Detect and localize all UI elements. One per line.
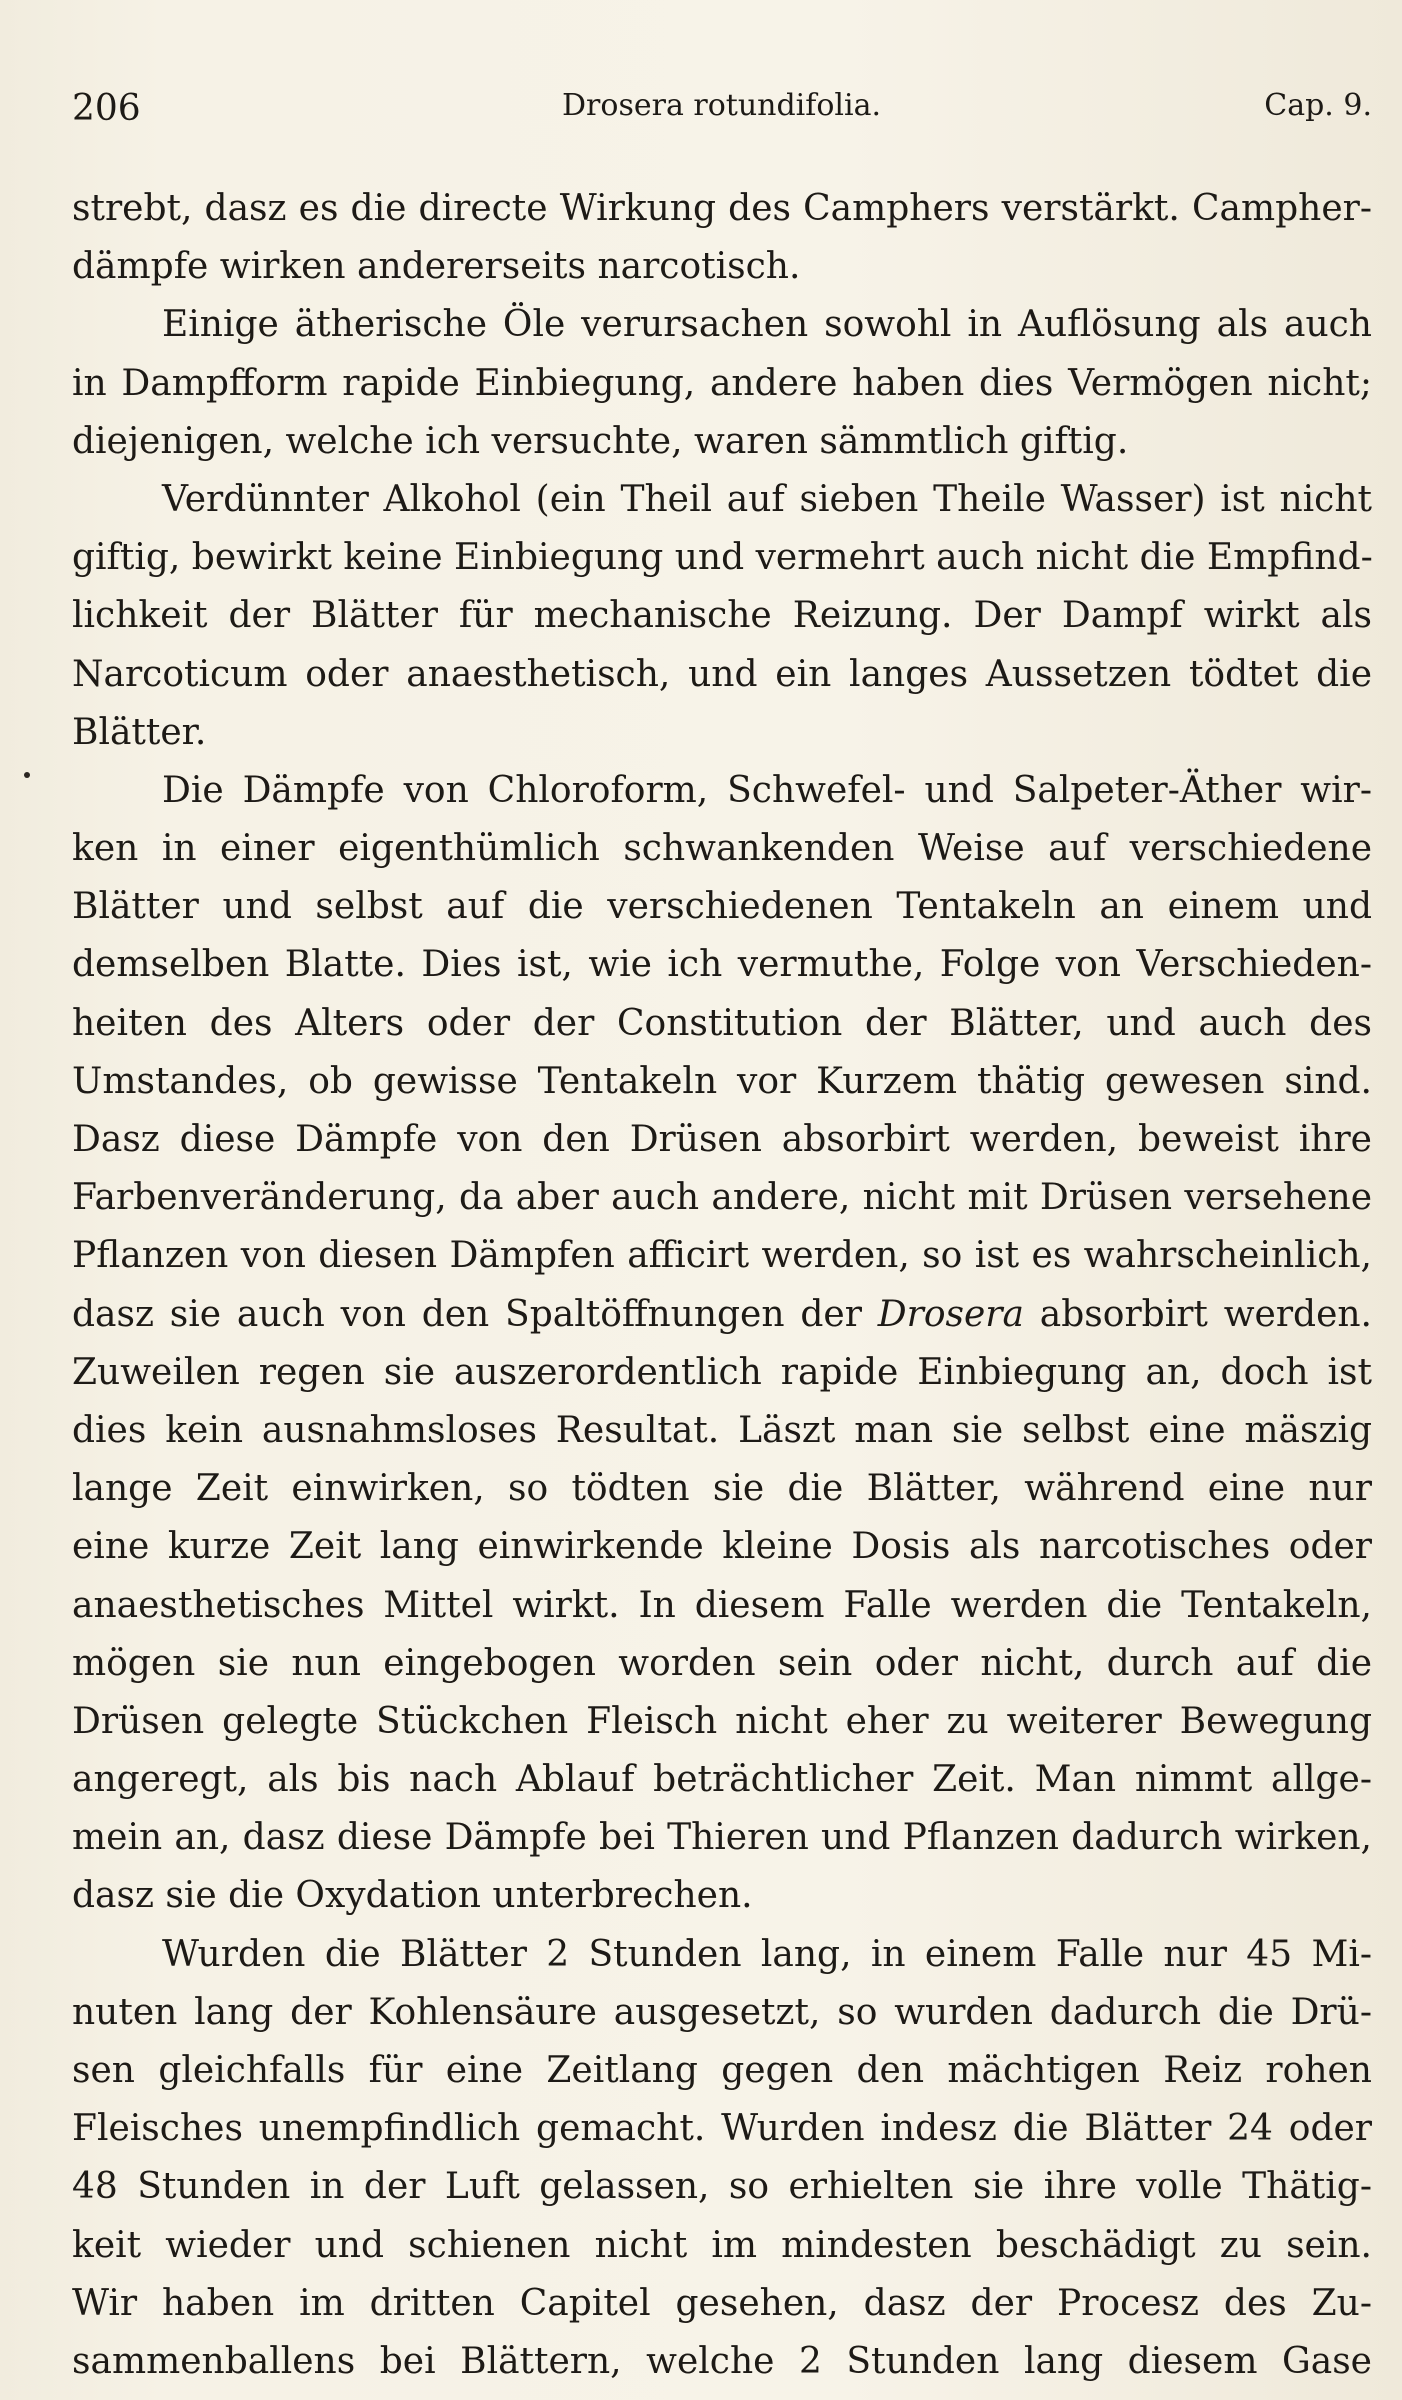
text-line: 48 Stunden in der Luft gelassen, so erhielten sie ihre volle Thätig-	[72, 2166, 1372, 2208]
text-line: Narcoticum oder anaesthetisch, und ein langes Aussetzen tödtet die	[72, 653, 1372, 695]
text-line: Umstandes, ob gewisse Tentakeln vor Kurzem thätig gewesen sind.	[72, 1060, 1372, 1102]
paragraph-1	[72, 180, 1372, 296]
paragraph-4	[72, 762, 1372, 1926]
text-line: dasz sie die Oxydation unterbrechen.	[72, 1875, 753, 1917]
text-line: Fleisches unempfindlich gemacht. Wurden indesz die Blätter 24 oder	[72, 2108, 1372, 2150]
text-segment: absorbirt werden.	[1039, 1293, 1373, 1335]
text-line: demselben Blatte. Dies ist, wie ich vermuthe, Folge von Verschieden-	[72, 944, 1372, 986]
margin-dot	[24, 772, 30, 778]
text-line: Wurden die Blätter 2 Stunden lang, in einem Falle nur 45 Mi-	[162, 1933, 1372, 1975]
text-line: sen gleichfalls für eine Zeitlang gegen den mächtigen Reiz rohen	[72, 2050, 1372, 2091]
text-line: lange Zeit einwirken, so tödten sie die Blätter, während eine nur	[72, 1468, 1372, 1510]
text-line: keit wieder und schienen nicht im mindesten beschädigt zu sein.	[72, 2224, 1372, 2266]
text-line: angeregt, als bis nach Ablauf beträchtlicher Zeit. Man nimmt allge-	[72, 1759, 1372, 1801]
text-line: Dasz diese Dämpfe von den Drüsen absorbirt werden, beweist ihre	[72, 1119, 1372, 1160]
text-segment: dasz sie auch von den Spaltöffnungen der	[72, 1293, 862, 1335]
text-line: Einige ätherische Öle verursachen sowohl in Auflösung als auch	[162, 304, 1372, 346]
text-line: mögen sie nun eingebogen worden sein oder nicht, durch auf die	[72, 1642, 1372, 1684]
running-title: Drosera rotundifolia.	[562, 88, 882, 123]
text-line: anaesthetisches Mittel wirkt. In diesem Falle werden die Tentakeln,	[72, 1584, 1372, 1626]
text-line: Zuweilen regen sie auszerordentlich rapide Einbiegung an, doch ist	[72, 1351, 1372, 1393]
text-line: giftig, bewirkt keine Einbiegung und vermehrt auch nicht die Empfind-	[72, 537, 1373, 579]
text-line: mein an, dasz diese Dämpfe bei Thieren und Pflanzen dadurch wirken,	[72, 1817, 1372, 1859]
page-number: 206	[72, 88, 141, 129]
text-line: Die Dämpfe von Chloroform, Schwefel- und Salpeter-Äther wir-	[162, 769, 1372, 811]
text-line: Verdünnter Alkohol (ein Theil auf sieben Theile Wasser) ist nicht	[162, 478, 1372, 520]
text-line: diejenigen, welche ich versuchte, waren sämmtlich giftig.	[72, 420, 1129, 462]
text-line: heiten des Alters oder der Constitution der Blätter, und auch des	[72, 1002, 1372, 1044]
text-line: ken in einer eigenthümlich schwankenden Weise auf verschiedene	[72, 828, 1372, 870]
text-line: Wir haben im dritten Capitel gesehen, dasz der Procesz des Zu-	[72, 2282, 1372, 2324]
page-body	[72, 180, 1372, 2391]
text-line: lichkeit der Blätter für mechanische Reizung. Der Dampf wirkt als	[72, 595, 1372, 637]
text-line: Blätter.	[72, 711, 207, 753]
text-line: sammenballens bei Blättern, welche 2 Stunden lang diesem Gase	[72, 2340, 1372, 2382]
chapter-label: Cap. 9.	[1264, 88, 1372, 123]
text-line: eine kurze Zeit lang einwirkende kleine Dosis als narcotisches oder	[72, 1526, 1372, 1568]
text-line: nuten lang der Kohlensäure ausgesetzt, so wurden dadurch die Drü-	[72, 1991, 1372, 2033]
text-line: Pflanzen von diesen Dämpfen afficirt werden, so ist es wahrscheinlich,	[72, 1235, 1372, 1277]
text-line: in Dampfform rapide Einbiegung, andere haben dies Vermögen nicht;	[72, 362, 1372, 404]
text-line: Blätter und selbst auf die verschiedenen Tentakeln an einem und	[72, 886, 1372, 928]
paragraph-2	[72, 296, 1372, 471]
paragraph-5	[72, 1926, 1372, 2392]
genus-name: Drosera	[877, 1293, 1024, 1335]
running-header	[72, 88, 1372, 132]
text-line: dies kein ausnahmsloses Resultat. Läszt man sie selbst eine mäszig	[72, 1409, 1372, 1451]
text-line	[72, 1286, 1372, 1344]
text-line: dämpfe wirken andererseits narcotisch.	[72, 246, 801, 288]
text-line: strebt, dasz es die directe Wirkung des Camphers verstärkt. Campher-	[72, 188, 1372, 229]
paragraph-3	[72, 471, 1372, 762]
text-line: Drüsen gelegte Stückchen Fleisch nicht eher zu weiterer Bewegung	[72, 1700, 1372, 1742]
text-line: Farbenveränderung, da aber auch andere, nicht mit Drüsen versehene	[72, 1177, 1372, 1219]
